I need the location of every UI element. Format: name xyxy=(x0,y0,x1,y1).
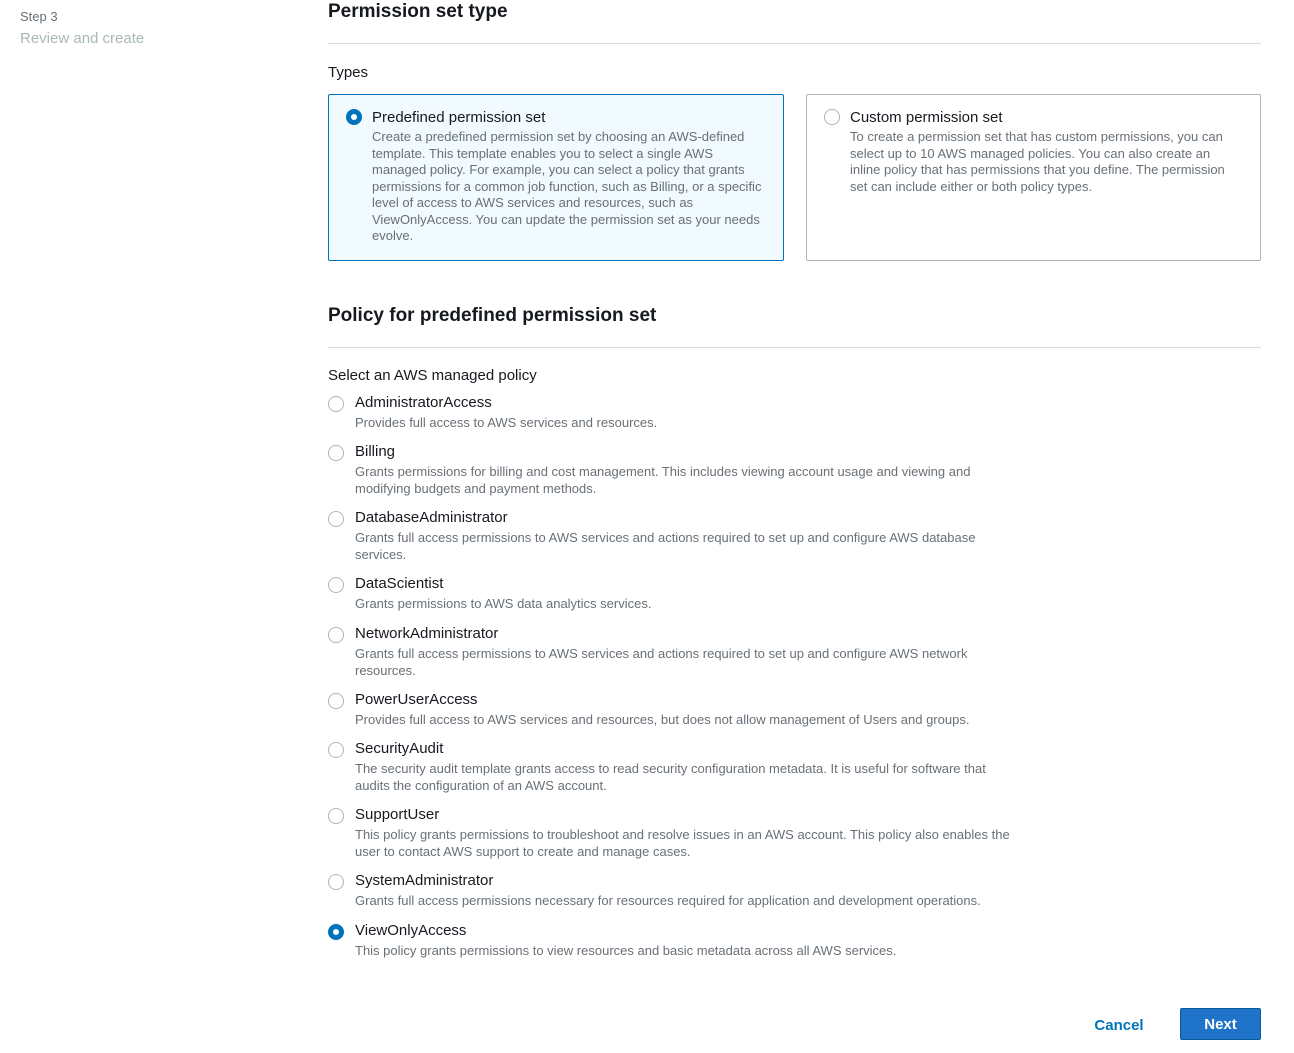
divider xyxy=(328,43,1261,44)
policy-description: Grants permissions to AWS data analytics services. xyxy=(355,596,652,611)
policy-name: SystemAdministrator xyxy=(355,872,494,889)
policy-radio[interactable] xyxy=(328,577,344,593)
tile-custom-permission-set[interactable] xyxy=(806,94,1261,261)
policy-radio[interactable] xyxy=(328,396,344,412)
policy-name: PowerUserAccess xyxy=(355,691,478,708)
policy-radio[interactable] xyxy=(328,693,344,709)
policy-radio[interactable] xyxy=(328,808,344,824)
policy-description: Provides full access to AWS services and resources. xyxy=(355,415,658,430)
policy-radio[interactable] xyxy=(328,874,344,890)
step-nav xyxy=(20,9,144,48)
policy-radio[interactable] xyxy=(328,627,344,643)
policy-radio[interactable] xyxy=(328,445,344,461)
policy-name: Billing xyxy=(355,443,396,460)
select-policy-label: Select an AWS managed policy xyxy=(328,367,537,384)
tile-title: Predefined permission set xyxy=(372,109,546,126)
policy-name: ViewOnlyAccess xyxy=(355,922,467,939)
tile-description: To create a permission set that has custom permissions, you can select up to 10 AWS managed policies. You can also create an inline policy that has permissions that you define. The permission set can include either or both policy types. xyxy=(850,129,1225,194)
tile-predefined-permission-set[interactable] xyxy=(328,94,784,261)
policy-description: This policy grants permissions to troubleshoot and resolve issues in an AWS account. This policy also enables the user to contact AWS support to create and manage cases. xyxy=(355,827,1010,859)
policy-name: SecurityAudit xyxy=(355,740,444,757)
policy-description: Grants full access permissions to AWS services and actions required to set up and configure AWS database services. xyxy=(355,530,976,562)
policy-name: NetworkAdministrator xyxy=(355,625,499,642)
custom-radio[interactable] xyxy=(824,109,840,125)
permission-type-tiles xyxy=(328,94,1261,261)
cancel-button[interactable]: Cancel xyxy=(1080,1010,1158,1040)
step-number: Step 3 xyxy=(20,9,58,24)
policy-description: Grants full access permissions to AWS services and actions required to set up and configure AWS network resources. xyxy=(355,646,968,678)
policy-name: AdministratorAccess xyxy=(355,394,492,411)
policy-name: DataScientist xyxy=(355,575,444,592)
next-button[interactable]: Next xyxy=(1180,1008,1261,1040)
policy-name: SupportUser xyxy=(355,806,440,823)
policy-description: Provides full access to AWS services and resources, but does not allow management of Users and groups. xyxy=(355,712,970,727)
policy-description: Grants full access permissions necessary for resources required for application and development operations. xyxy=(355,893,981,908)
policy-radio[interactable] xyxy=(328,511,344,527)
policy-section-title: Policy for predefined permission set xyxy=(328,305,657,326)
types-label: Types xyxy=(328,64,369,81)
policy-description: This policy grants permissions to view resources and basic metadata across all AWS services. xyxy=(355,943,897,958)
policy-radio[interactable] xyxy=(328,924,344,940)
step-review-and-create[interactable]: Review and create xyxy=(20,30,145,47)
policy-radio[interactable] xyxy=(328,742,344,758)
divider xyxy=(328,347,1261,348)
tile-title: Custom permission set xyxy=(850,109,1003,126)
permission-set-type-title: Permission set type xyxy=(328,1,508,22)
policy-description: The security audit template grants access to read security configuration metadata. It is useful for software that audits the configuration of an AWS account. xyxy=(355,761,986,793)
policy-name: DatabaseAdministrator xyxy=(355,509,508,526)
tile-description: Create a predefined permission set by choosing an AWS-defined template. This template enables you to select a single AWS managed policy. For example, you can select a policy that grants permissions for a common job function, such as Billing, or a specific level of access to AWS services and resources, such as ViewOnlyAccess. You can update the permission set as your needs evolve. xyxy=(372,129,762,243)
policy-description: Grants permissions for billing and cost management. This includes viewing account usage and viewing and modifying budgets and payment methods. xyxy=(355,464,971,496)
predefined-radio[interactable] xyxy=(346,109,362,125)
